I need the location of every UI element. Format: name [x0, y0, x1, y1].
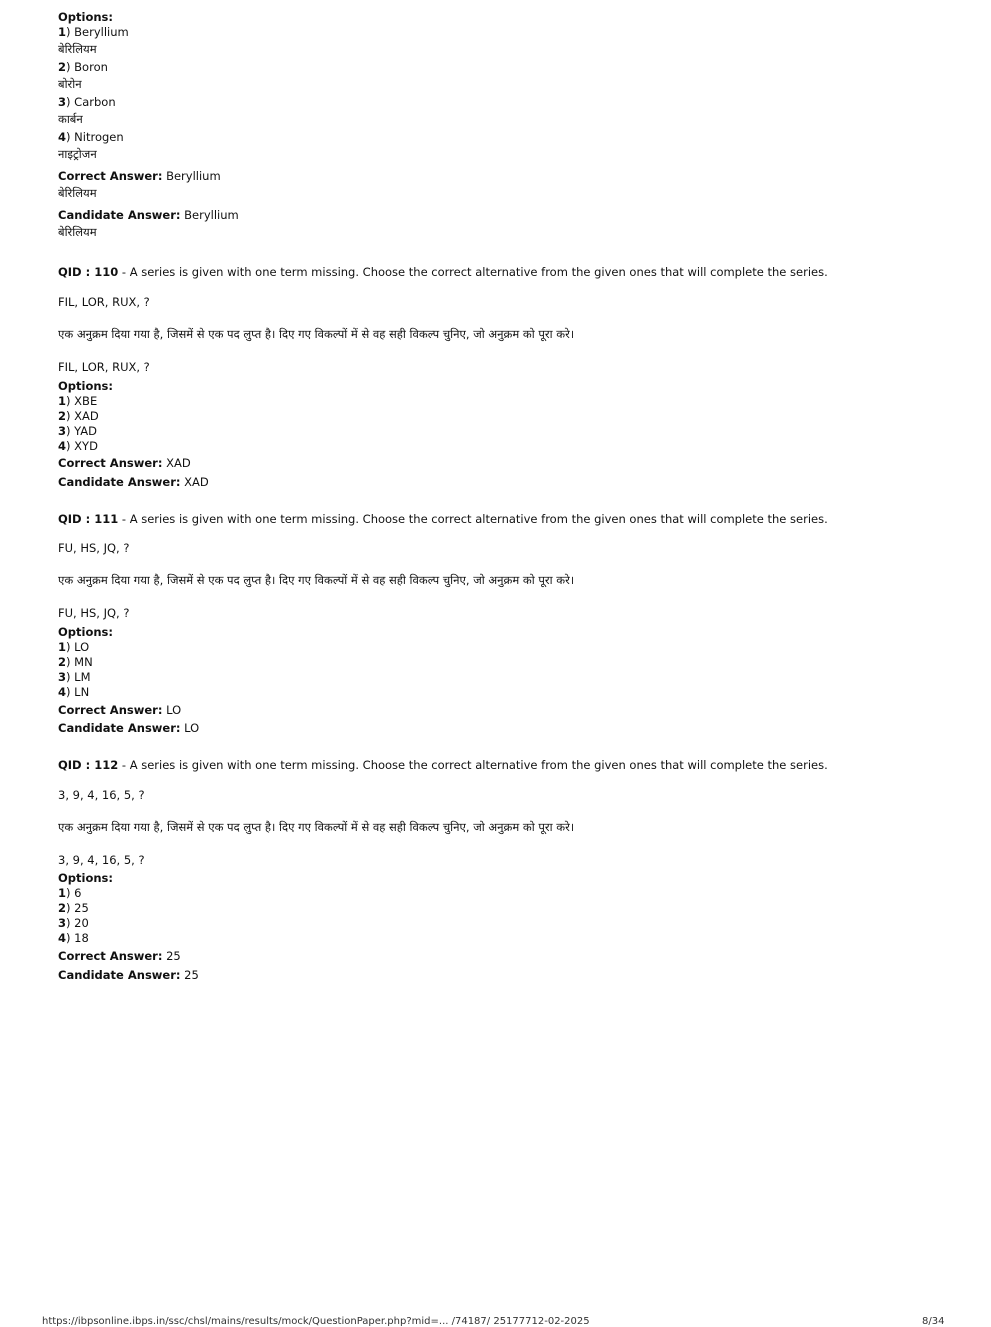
- option-item-hindi: कार्बन: [58, 112, 83, 126]
- question-header: QID : 111 - A series is given with one term missing. Choose the correct alternative from the given ones that will complete the series.: [58, 512, 828, 526]
- question-text-hindi: एक अनुक्रम दिया गया है, जिसमें से एक पद लुप्त है। दिए गए विकल्पों में से वह सही विकल्प चुनिए, जो अनुक्रम को पूरा करे।: [58, 327, 575, 341]
- option-item: 3) Carbon: [58, 95, 116, 109]
- candidate-answer: Candidate Answer: XAD: [58, 475, 209, 489]
- candidate-answer-hindi: बेरिलियम: [58, 225, 97, 239]
- options-heading: Options:: [58, 379, 113, 393]
- page-number: 8/34: [922, 1316, 945, 1327]
- correct-answer: Correct Answer: 25: [58, 949, 181, 963]
- option-item: 1) 6: [58, 886, 82, 900]
- correct-answer: Correct Answer: Beryllium: [58, 169, 221, 183]
- candidate-answer: Candidate Answer: 25: [58, 968, 199, 982]
- candidate-answer: Candidate Answer: Beryllium: [58, 208, 239, 222]
- option-item: 1) LO: [58, 640, 90, 654]
- option-item: 1) Beryllium: [58, 25, 129, 39]
- question-series-hindi: FIL, LOR, RUX, ?: [58, 360, 150, 374]
- options-heading: Options:: [58, 871, 113, 885]
- option-item: 2) MN: [58, 655, 93, 669]
- question-header: QID : 112 - A series is given with one term missing. Choose the correct alternative from the given ones that will complete the series.: [58, 758, 828, 772]
- option-item: 2) Boron: [58, 60, 108, 74]
- correct-answer-hindi: बेरिलियम: [58, 186, 97, 200]
- question-series-hindi: 3, 9, 4, 16, 5, ?: [58, 853, 145, 867]
- option-item: 4) 18: [58, 931, 89, 945]
- option-item-hindi: नाइट्रोजन: [58, 147, 97, 161]
- option-item-hindi: बेरिलियम: [58, 42, 97, 56]
- option-item: 3) YAD: [58, 424, 98, 438]
- option-item: 2) XAD: [58, 409, 99, 423]
- correct-answer: Correct Answer: XAD: [58, 456, 191, 470]
- question-header: QID : 110 - A series is given with one term missing. Choose the correct alternative from the given ones that will complete the series.: [58, 265, 828, 279]
- page-footer: [0, 1316, 991, 1326]
- question-series-hindi: FU, HS, JQ, ?: [58, 606, 130, 620]
- option-item: 4) XYD: [58, 439, 98, 453]
- footer-url[interactable]: https://ibpsonline.ibps.in/ssc/chsl/mains/results/mock/QuestionPaper.php?mid=... /74187/ 25177712-02-2025: [42, 1316, 590, 1327]
- option-item: 4) LN: [58, 685, 90, 699]
- option-item-hindi: बोरोन: [58, 77, 82, 91]
- option-item: 1) XBE: [58, 394, 98, 408]
- question-series: FIL, LOR, RUX, ?: [58, 295, 150, 309]
- candidate-answer: Candidate Answer: LO: [58, 721, 200, 735]
- option-item: 3) 20: [58, 916, 89, 930]
- options-heading: Options:: [58, 10, 113, 24]
- correct-answer: Correct Answer: LO: [58, 703, 182, 717]
- question-text-hindi: एक अनुक्रम दिया गया है, जिसमें से एक पद लुप्त है। दिए गए विकल्पों में से वह सही विकल्प चुनिए, जो अनुक्रम को पूरा करे।: [58, 573, 575, 587]
- question-series: 3, 9, 4, 16, 5, ?: [58, 788, 145, 802]
- option-item: 3) LM: [58, 670, 91, 684]
- options-heading: Options:: [58, 625, 113, 639]
- option-item: 2) 25: [58, 901, 89, 915]
- question-series: FU, HS, JQ, ?: [58, 541, 130, 555]
- option-item: 4) Nitrogen: [58, 130, 124, 144]
- question-text-hindi: एक अनुक्रम दिया गया है, जिसमें से एक पद लुप्त है। दिए गए विकल्पों में से वह सही विकल्प चुनिए, जो अनुक्रम को पूरा करे।: [58, 820, 575, 834]
